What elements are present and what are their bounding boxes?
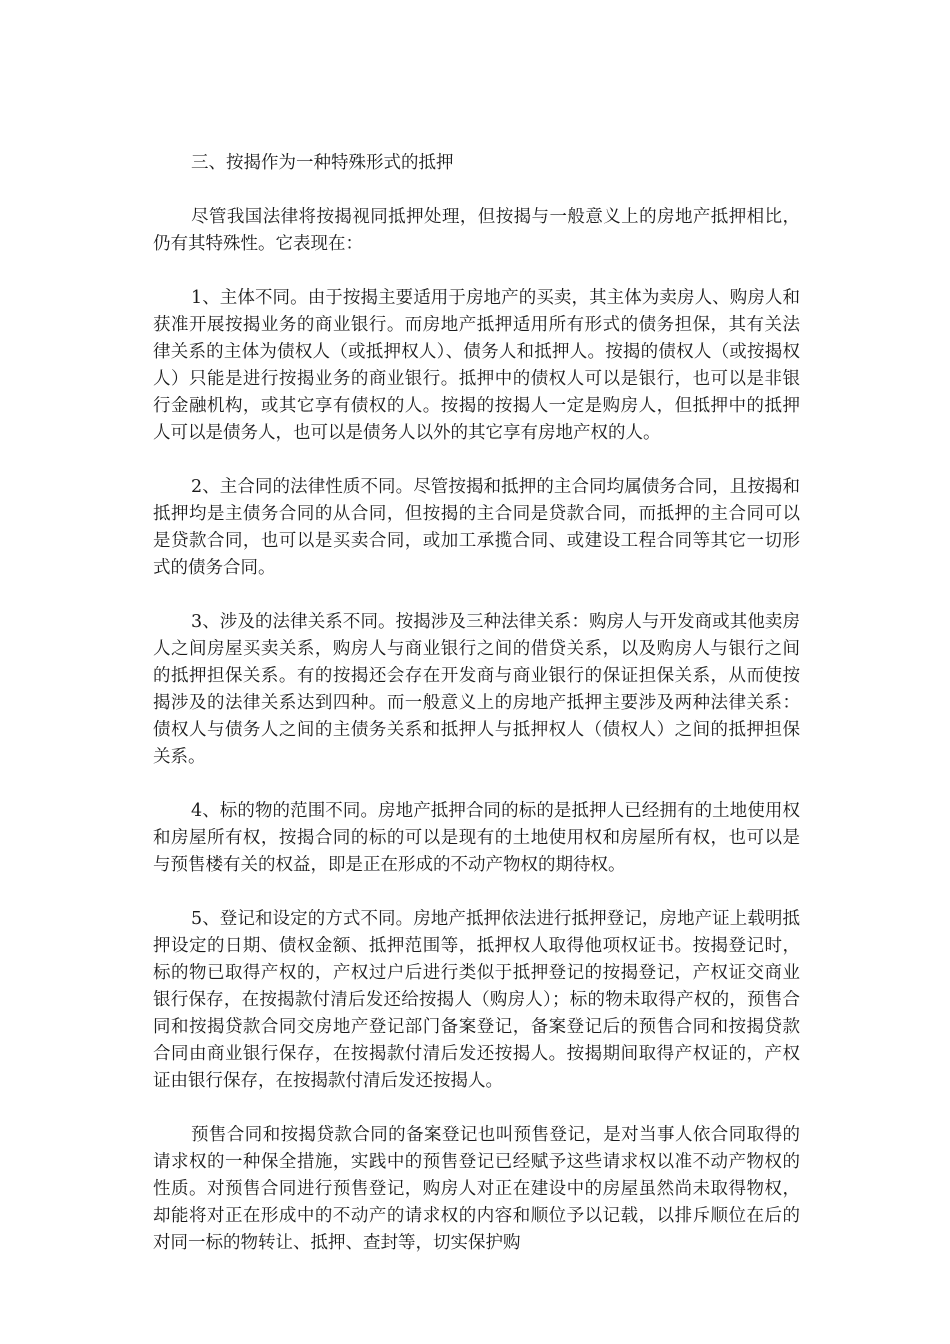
paragraph-presale-registration: 预售合同和按揭贷款合同的备案登记也叫预售登记，是对当事人依合同取得的请求权的一种保全措施，实践中的预售登记已经赋予这些请求权以准不动产物权的性质。对预售合同进行预售登记，购房人对正在建设中的房屋虽然尚未取得物权，却能将对正在形成中的不动产的请求权的内容和顺位予以记载，以排斥顺位在后的对同一标的物转让、抵押、查封等，切实保护购 — [153, 1125, 800, 1253]
paragraph-point-3: 3、涉及的法律关系不同。按揭涉及三种法律关系：购房人与开发商或其他卖房人之间房屋买卖关系，购房人与商业银行之间的借贷关系，以及购房人与银行之间的抵押担保关系。有的按揭还会存在开发商与商业银行的保证担保关系，从而使按揭涉及的法律关系达到四种。而一般意义上的房地产抵押主要涉及两种法律关系：债权人与债务人之间的主债务关系和抵押人与抵押权人（债权人）之间的抵押担保关系。 — [153, 612, 800, 767]
paragraph-point-5: 5、登记和设定的方式不同。房地产抵押依法进行抵押登记，房地产证上载明抵押设定的日期、债权金额、抵押范围等，抵押权人取得他项权证书。按揭登记时，标的物已取得产权的，产权过户后进行类似于抵押登记的按揭登记，产权证交商业银行保存，在按揭款付清后发还给按揭人（购房人）；标的物未取得产权的，预售合同和按揭贷款合同交房地产登记部门备案登记，备案登记后的预售合同和按揭贷款合同由商业银行保存，在按揭款付清后发还按揭人。按揭期间取得产权证的，产权证由银行保存，在按揭款付清后发还按揭人。 — [153, 909, 800, 1091]
paragraph-intro: 尽管我国法律将按揭视同抵押处理，但按揭与一般意义上的房地产抵押相比，仍有其特殊性。它表现在： — [153, 207, 800, 254]
section-heading: 三、按揭作为一种特殊形式的抵押 — [191, 153, 454, 173]
document-body — [153, 150, 800, 1284]
paragraph-point-2: 2、主合同的法律性质不同。尽管按揭和抵押的主合同均属债务合同，且按揭和抵押均是主债务合同的从合同，但按揭的主合同是贷款合同，而抵押的主合同可以是贷款合同，也可以是买卖合同，或加工承揽合同、或建设工程合同等其它一切形式的债务合同。 — [153, 477, 800, 578]
paragraph-point-4: 4、标的物的范围不同。房地产抵押合同的标的是抵押人已经拥有的土地使用权和房屋所有权，按揭合同的标的可以是现有的土地使用权和房屋所有权，也可以是与预售楼有关的权益，即是正在形成的不动产物权的期待权。 — [153, 801, 800, 875]
paragraph-point-1: 1、主体不同。由于按揭主要适用于房地产的买卖，其主体为卖房人、购房人和获准开展按揭业务的商业银行。而房地产抵押适用所有形式的债务担保，其有关法律关系的主体为债权人（或抵押权人）、债务人和抵押人。按揭的债权人（或按揭权人）只能是进行按揭业务的商业银行。抵押中的债权人可以是银行，也可以是非银行金融机构，或其它享有债权的人。按揭的按揭人一定是购房人，但抵押中的抵押人可以是债务人，也可以是债务人以外的其它享有房地产权的人。 — [153, 288, 800, 443]
